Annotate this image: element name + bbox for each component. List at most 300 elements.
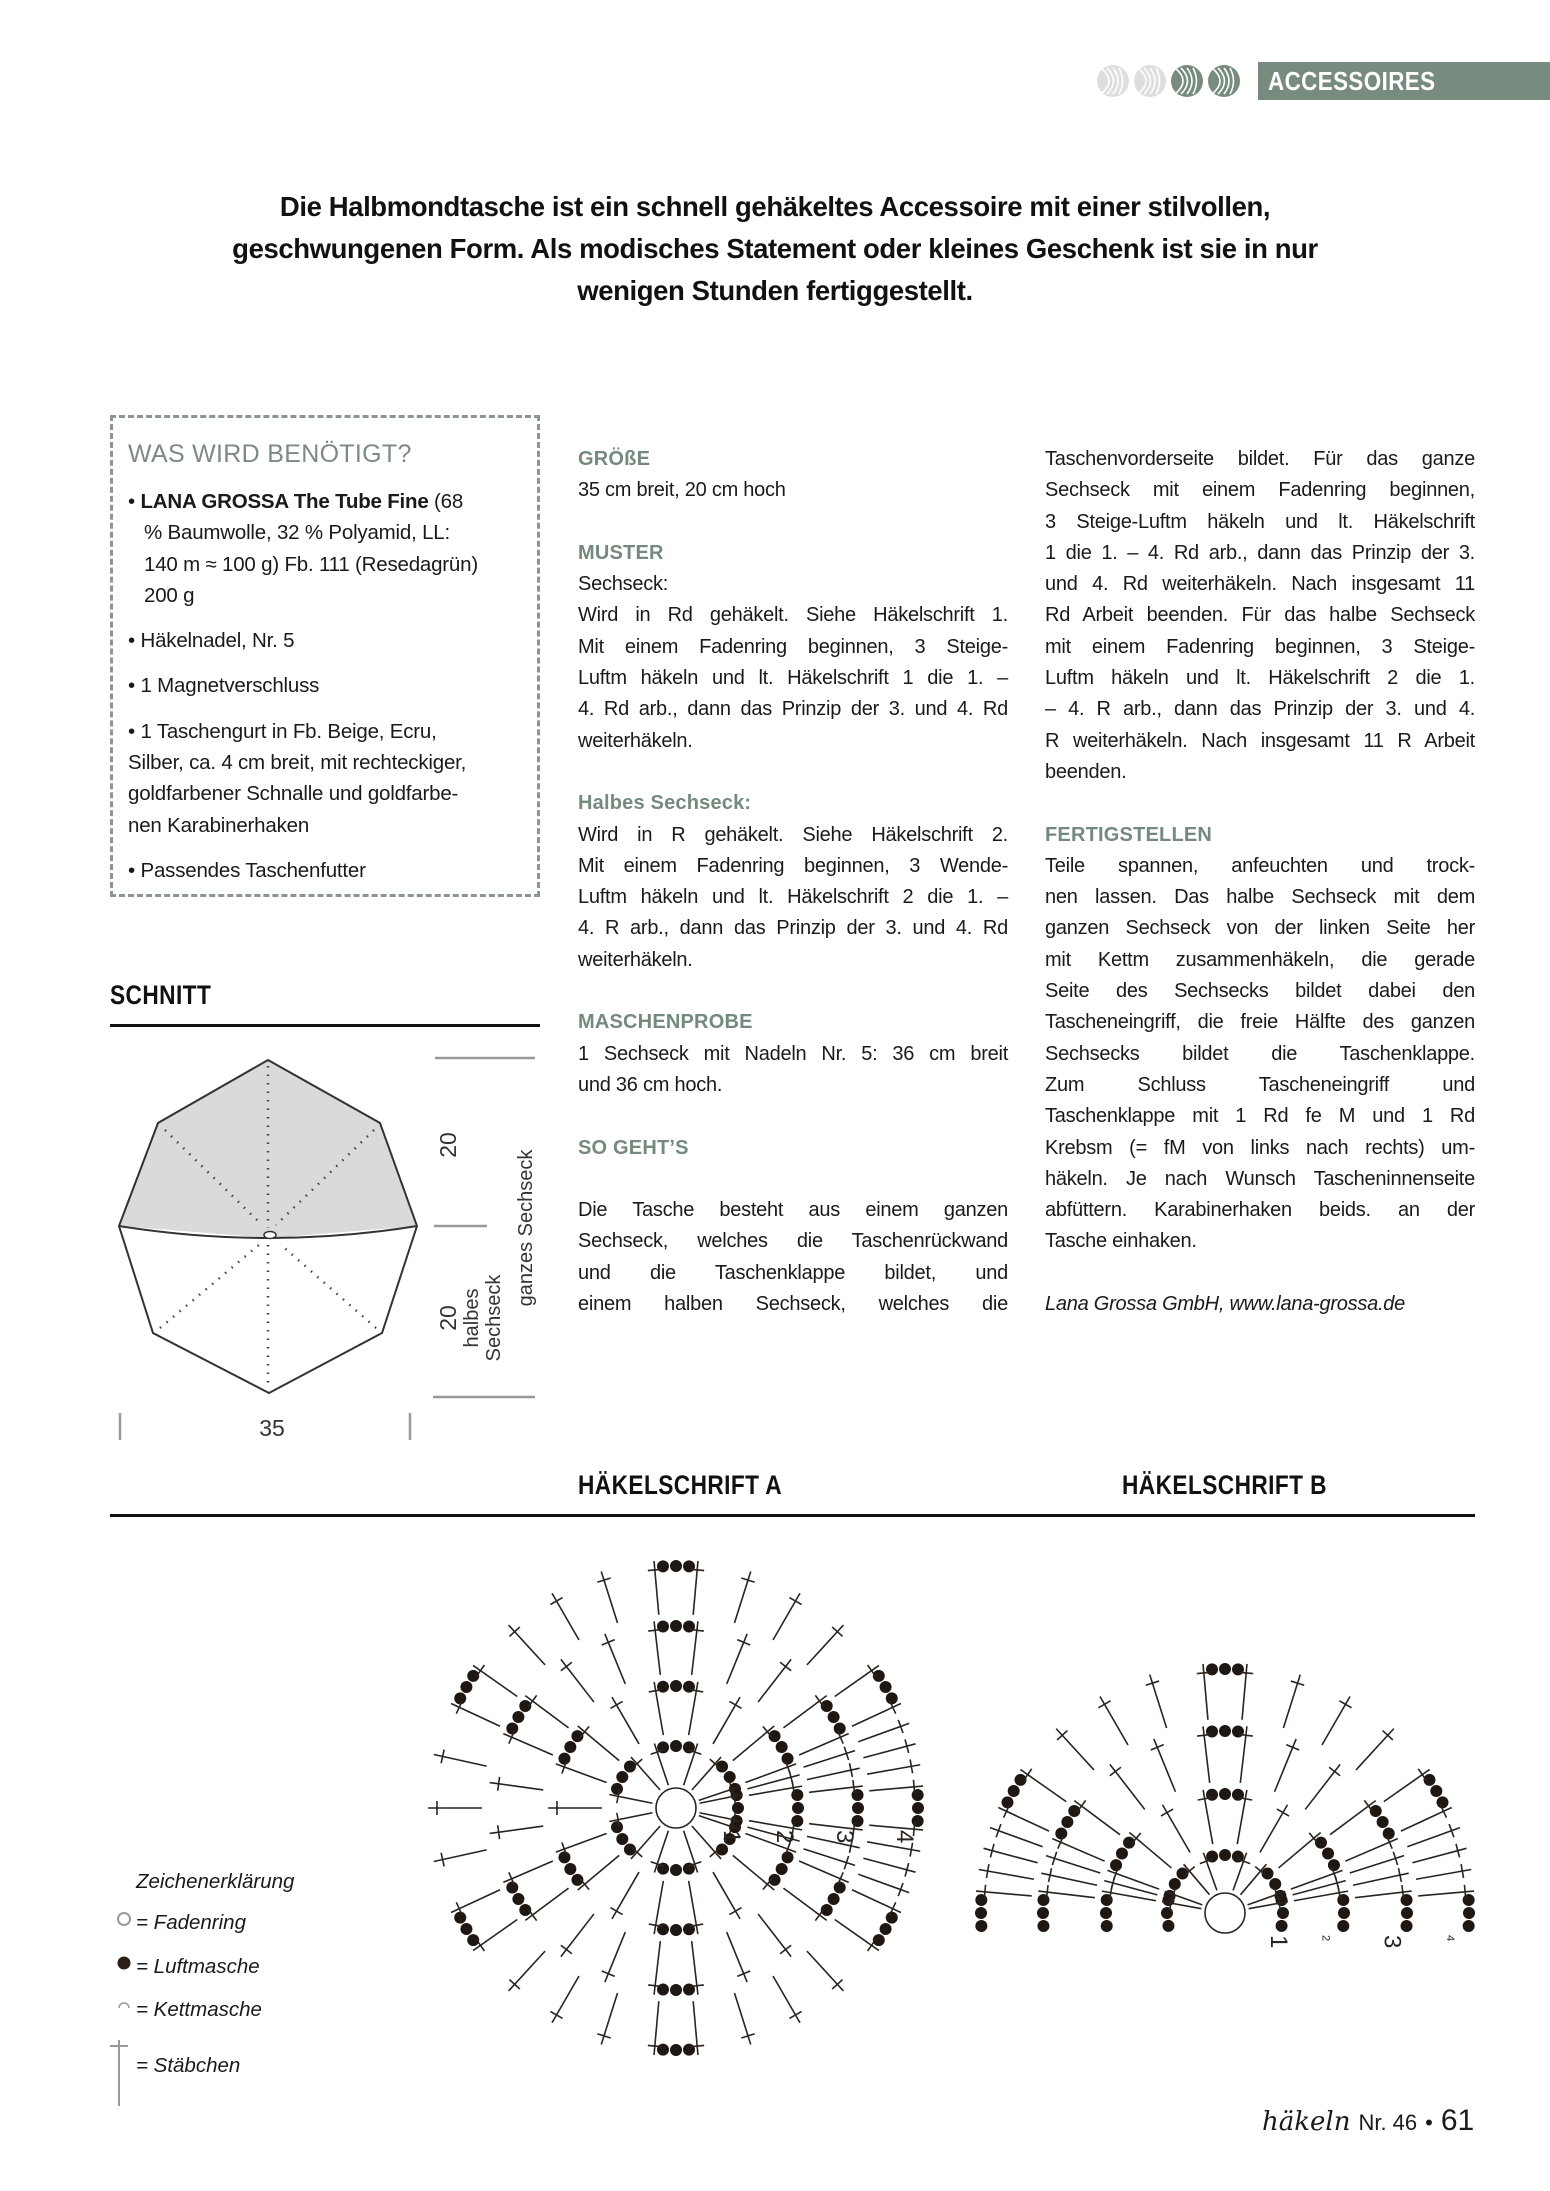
text-line: Krebsm (= fM von links nach rechts) um- <box>1045 1136 1475 1159</box>
text-line: 4. Rd arb., dann das Prinzip der 3. und 4. Rd <box>578 698 1008 721</box>
chain-stitch <box>670 1560 682 1572</box>
issue-number: Nr. 46 <box>1358 2110 1418 2135</box>
treble-stitch <box>649 1881 664 1934</box>
text-section <box>578 1195 1008 1320</box>
chain-stitch <box>1322 1848 1334 1860</box>
treble-stitch <box>773 1593 802 1640</box>
text-line: Seite des Sechsecks bildet dabei den <box>1045 980 1475 1003</box>
treble-stitch <box>578 1726 619 1761</box>
treble-stitch <box>1161 1805 1190 1853</box>
chain-stitch <box>506 1882 518 1894</box>
treble-stitch <box>649 1682 664 1735</box>
treble-stitch <box>1052 1836 1104 1861</box>
text-section <box>1045 820 1475 1258</box>
treble-stitch <box>807 1625 843 1665</box>
materials-text: nen Karabinerhaken <box>128 813 310 837</box>
treble-stitch <box>1198 1790 1213 1844</box>
chain-stitch <box>1162 1920 1174 1932</box>
treble-stitch <box>727 1634 751 1684</box>
treble-stitch <box>979 1864 1034 1879</box>
legend-slip-stitch: = Kettmasche <box>136 1998 262 2021</box>
round-label: 3 <box>1378 1935 1406 1949</box>
charts-rule <box>110 1514 1475 1517</box>
treble-stitch <box>1146 1675 1167 1728</box>
text-line: Teile spannen, anfeuchten und trock- <box>1045 854 1475 877</box>
chain-stitch <box>782 1753 794 1765</box>
text-line: Zum Schluss Tascheneingriff und <box>1045 1073 1475 1096</box>
treble-stitch <box>1038 1885 1095 1899</box>
chain-stitch <box>1055 1827 1067 1839</box>
chain-stitch <box>852 1815 864 1827</box>
treble-stitch <box>561 1659 594 1702</box>
whole-hexagon-label: ganzes Sechseck <box>515 1149 537 1307</box>
text-line: häkeln. Je nach Wunsch Tascheninnenseite <box>1045 1167 1475 1190</box>
treble-stitch <box>692 1826 721 1859</box>
chain-stitch <box>724 1771 736 1783</box>
chain-stitch <box>1328 1859 1340 1871</box>
credit-line <box>1045 1289 1475 1320</box>
text-line: Taschenvorderseite bildet. Für das ganze <box>1045 448 1475 470</box>
treble-stitch <box>434 1850 487 1867</box>
treble-stitch <box>1345 1836 1397 1861</box>
chain-stitch <box>611 1783 623 1795</box>
treble-stitch <box>597 1993 617 2044</box>
treble-stitch <box>689 1881 704 1934</box>
category-label: ACCESSOIRES <box>1268 66 1436 96</box>
treble-stitch <box>863 1739 915 1757</box>
treble-stitch <box>451 1890 500 1915</box>
treble-stitch <box>1416 1864 1471 1879</box>
text-line: Taschenklappe mit 1 Rd fe M und 1 Rd <box>1045 1105 1475 1128</box>
text-line: Die Tasche besteht aus einem ganzen <box>578 1199 1008 1222</box>
treble-stitch <box>1322 1696 1352 1744</box>
footer-separator: • <box>1425 2110 1433 2135</box>
chain-stitch <box>1008 1785 1020 1797</box>
chain-stitch <box>1276 1920 1288 1932</box>
treble-stitch <box>561 1914 594 1957</box>
magazine-name: häkeln <box>1262 2107 1351 2137</box>
treble-stitch <box>434 1750 487 1767</box>
chain-stitch <box>1232 1663 1244 1675</box>
treble-stitch <box>1237 1790 1252 1844</box>
half-hexagon-label: halbes <box>461 1288 483 1348</box>
treble-stitch <box>852 1701 901 1726</box>
text-line: mit Kettm zusammenhäkeln, die gerade <box>1045 948 1475 971</box>
page-number: 61 <box>1440 2104 1475 2137</box>
text-line: Lana Grossa GmbH, www.lana-grossa.de <box>1045 1293 1406 1316</box>
chain-stitch <box>558 1753 570 1765</box>
materials-text: Silber, ca. 4 cm breit, mit rechteckiger, <box>128 751 467 775</box>
treble-stitch <box>451 1701 500 1726</box>
text-line: ganzen Sechseck von der linken Seite her <box>1045 917 1475 940</box>
treble-stitch <box>1129 1833 1171 1868</box>
treble-stitch <box>648 1941 662 1995</box>
legend-treble: = Stäbchen <box>136 2054 241 2077</box>
chain-stitch <box>828 1893 840 1905</box>
chain-stitch <box>1037 1907 1049 1919</box>
chain-stitch <box>776 1863 788 1875</box>
treble-stitch <box>749 1781 802 1796</box>
chain-stitch <box>1337 1920 1349 1932</box>
chain-stitch <box>657 2044 669 2056</box>
text-line: Mit einem Fadenring beginnen, 3 Steige- <box>578 635 1008 658</box>
treble-stitch <box>869 1780 923 1794</box>
chain-stitch <box>512 1711 524 1723</box>
treble-stitch <box>1330 1800 1376 1834</box>
treble-stitch <box>758 1659 791 1702</box>
magic-ring <box>656 1788 696 1828</box>
chain-stitch <box>454 1912 466 1924</box>
spacer <box>1045 788 1475 819</box>
treble-stitch <box>509 1951 545 1991</box>
treble-stitch <box>734 1572 754 1623</box>
legend-chain: = Luftmasche <box>136 1955 260 1978</box>
chain-stitch <box>975 1907 987 1919</box>
text-line: und 36 cm hoch. <box>578 1073 723 1096</box>
treble-stitch <box>648 1621 662 1675</box>
treble-stitch <box>648 1561 662 1615</box>
treble-stitch <box>713 1872 742 1919</box>
chain-stitch <box>1219 1663 1231 1675</box>
text-line: Mit einem Fadenring beginnen, 3 Wende- <box>578 854 1008 877</box>
treble-stitch <box>1412 1844 1466 1863</box>
upper-height-label: 20 <box>435 1132 461 1158</box>
chain-stitch <box>1206 1725 1218 1737</box>
treble-stitch <box>1074 1800 1120 1834</box>
bullet: • <box>128 858 141 882</box>
materials-text: 1 Magnetverschluss <box>140 674 320 698</box>
materials-text: 200 g <box>144 583 195 607</box>
text-line: abfüttern. Karabinerhaken beids. an der <box>1045 1199 1475 1222</box>
spacer <box>578 757 1008 788</box>
treble-stitch <box>1098 1696 1128 1744</box>
spacer <box>1045 1258 1475 1289</box>
treble-stitch <box>758 1914 791 1957</box>
chain-stitch <box>564 1741 576 1753</box>
materials-text: % Baumwolle, 32 % Polyamid, LL: <box>144 521 451 545</box>
text-line: – 4. R arb., dann das Prinzip der 3. und 4. <box>1045 698 1475 721</box>
chain-stitch <box>1383 1827 1395 1839</box>
chain-stitch <box>975 1894 987 1906</box>
treble-icon <box>106 2038 132 2108</box>
text-section <box>578 444 1008 507</box>
magic-ring <box>1205 1893 1245 1933</box>
chain-stitch <box>670 1620 682 1632</box>
treble-stitch <box>690 1621 704 1675</box>
spacer <box>578 507 1008 538</box>
treble-stitch <box>1151 1739 1176 1792</box>
treble-stitch <box>578 1855 619 1890</box>
treble-stitch <box>835 1665 879 1697</box>
treble-stitch <box>809 1780 863 1794</box>
chain-stitch <box>1401 1920 1413 1932</box>
treble-stitch <box>602 1932 626 1982</box>
bullet: • <box>128 490 141 513</box>
text-line: nen lassen. Das halbe Sechseck mit dem <box>1045 886 1475 909</box>
treble-stitch <box>1279 1833 1321 1868</box>
text-line: Tascheneingriff, die freie Hälfte des ganzen <box>1045 1011 1475 1034</box>
chain-stitch <box>880 1681 892 1693</box>
text-line: und die Taschenklappe bildet, und <box>578 1261 1008 1284</box>
ring-marker <box>264 1232 276 1239</box>
crochet-chart-a <box>410 1556 950 2076</box>
round-label: 4 <box>1444 1935 1457 1942</box>
treble-stitch <box>690 1561 704 1615</box>
treble-stitch <box>773 1976 802 2023</box>
treble-stitch <box>807 1763 860 1779</box>
treble-stitch <box>783 1888 826 1921</box>
intro-line: wenigen Stunden fertiggestellt. <box>577 275 973 306</box>
treble-stitch <box>1197 1664 1211 1720</box>
chain-stitch <box>670 1984 682 1996</box>
chain-stitch <box>1437 1796 1449 1808</box>
materials-text: 1 Taschengurt in Fb. Beige, Ecru, <box>140 719 437 743</box>
treble-stitch <box>610 1697 639 1744</box>
spacer <box>578 976 1008 1007</box>
text-line: weiterhäkeln. <box>578 948 693 971</box>
chain-stitch <box>834 1722 846 1734</box>
chain-stitch <box>1219 1849 1231 1861</box>
treble-stitch <box>648 2001 662 2055</box>
treble-stitch <box>1020 1769 1066 1802</box>
round-label: 3 <box>831 1830 858 1844</box>
text-line: 35 cm breit, 20 cm hoch <box>578 479 786 502</box>
treble-stitch <box>1110 1764 1145 1809</box>
treble-stitch <box>783 1695 826 1728</box>
chain-stitch <box>558 1851 570 1863</box>
treble-stitch <box>1260 1805 1289 1853</box>
materials-text: (68 <box>428 490 464 513</box>
treble-stitch <box>1418 1885 1474 1899</box>
treble-stitch <box>610 1872 639 1919</box>
chain-stitch <box>1110 1859 1122 1871</box>
text-line: Sechsecks bildet die Taschenklappe. <box>1045 1042 1475 1065</box>
text-line: weiterhäkeln. <box>578 729 693 752</box>
section-heading: MASCHENPROBE <box>578 1011 753 1034</box>
chart-a-heading: HÄKELSCHRIFT A <box>578 1470 783 1500</box>
legend-ring: = Fadenring <box>136 1911 246 1934</box>
text-line: Sechseck: <box>578 573 669 596</box>
section-heading: GRÖßE <box>578 448 651 470</box>
chain-stitch <box>1037 1920 1049 1932</box>
treble-stitch <box>727 1932 751 1982</box>
treble-stitch <box>733 1726 774 1761</box>
treble-stitch <box>490 1825 544 1839</box>
schnitt-heading: SCHNITT <box>110 980 212 1010</box>
treble-stitch <box>713 1697 742 1744</box>
chain-stitch <box>670 1680 682 1692</box>
chain-stitch <box>1001 1796 1013 1808</box>
text-line: Wird in Rd gehäkelt. Siehe Häkelschrift 1. <box>578 604 1008 627</box>
chain-stitch <box>1401 1907 1413 1919</box>
chain-icon <box>118 1957 131 1970</box>
text-line: einem halben Sechseck, welches die <box>578 1293 1008 1316</box>
treble-stitch <box>548 1801 602 1815</box>
treble-stitch <box>1305 1764 1340 1809</box>
treble-stitch <box>602 1634 626 1684</box>
text-line: beenden. <box>1045 760 1127 783</box>
text-line: Tasche einhaken. <box>1045 1230 1197 1253</box>
chain-stitch <box>460 1923 472 1935</box>
chain-stitch <box>657 1620 669 1632</box>
treble-stitch <box>733 1855 774 1890</box>
treble-stitch <box>1355 1885 1412 1899</box>
chain-stitch <box>564 1863 576 1875</box>
treble-stitch <box>835 1920 879 1952</box>
treble-stitch <box>976 1885 1032 1899</box>
chain-stitch <box>852 1802 864 1814</box>
chain-stitch <box>1219 1725 1231 1737</box>
chain-stitch <box>670 1924 682 1936</box>
section-heading: FERTIGSTELLEN <box>1045 823 1213 846</box>
chain-stitch <box>670 1740 682 1752</box>
chain-stitch <box>506 1722 518 1734</box>
treble-stitch <box>867 1842 920 1857</box>
round-label: 2 <box>771 1830 798 1844</box>
text-line: Luftm häkeln und lt. Häkelschrift 1 die 1. – <box>578 667 1008 690</box>
treble-stitch <box>503 1731 553 1755</box>
text-line: 1 die 1. – 4. Rd arb., dann das Prinzip der 3. <box>1045 541 1475 564</box>
intro-line: Die Halbmondtasche ist ein schnell gehäkeltes Accessoire mit einer stilvollen, <box>279 191 1271 222</box>
treble-stitch <box>690 1941 704 1995</box>
materials-title: WAS WIRD BENÖTIGT? <box>128 440 412 468</box>
chain-stitch <box>1401 1894 1413 1906</box>
treble-stitch <box>550 1593 579 1640</box>
chain-stitch <box>1161 1907 1173 1919</box>
section-heading: SO GEHT’S <box>578 1136 689 1159</box>
treble-stitch <box>428 1801 482 1815</box>
treble-stitch <box>1407 1824 1460 1847</box>
legend-title: Zeichenerklärung <box>136 1870 295 1893</box>
bullet: • <box>128 674 141 698</box>
treble-stitch <box>1184 1864 1210 1895</box>
chain-stitch <box>683 1560 695 1572</box>
chain-stitch <box>1101 1920 1113 1932</box>
chain-stitch <box>912 1802 924 1814</box>
chain-stitch <box>683 2044 695 2056</box>
bullet: • <box>128 719 141 743</box>
text-line: Luftm häkeln und lt. Häkelschrift 2 die 1. – <box>578 886 1008 909</box>
page-footer <box>1262 2104 1474 2144</box>
text-line: 1 Sechseck mit Nadeln Nr. 5: 36 cm breit <box>578 1042 1008 1065</box>
treble-stitch <box>1283 1675 1304 1728</box>
bullet: • <box>128 629 141 653</box>
treble-stitch <box>807 1951 843 1991</box>
treble-stitch <box>1384 1769 1430 1802</box>
intro-line: geschwungenen Form. Als modisches Statement oder kleines Geschenk ist sie in nur <box>232 233 1318 264</box>
treble-stitch <box>1356 1729 1394 1770</box>
ring-icon <box>118 1913 130 1925</box>
chain-stitch <box>683 1620 695 1632</box>
treble-stitch <box>692 1757 721 1790</box>
treble-stitch <box>998 1805 1049 1831</box>
materials-text: goldfarbener Schnalle und goldfarbe- <box>128 782 459 806</box>
text-line: Sechseck mit einem Fadenring beginnen, <box>1045 479 1475 502</box>
treble-stitch <box>550 1976 579 2023</box>
chain-stitch <box>912 1789 924 1801</box>
instructions-column-right <box>1045 444 1475 1320</box>
treble-stitch <box>631 1757 660 1790</box>
chain-stitch <box>1377 1816 1389 1828</box>
treble-stitch <box>1239 1664 1253 1720</box>
chain-stitch <box>776 1741 788 1753</box>
treble-stitch <box>858 1874 909 1896</box>
treble-stitch <box>863 1858 915 1876</box>
chain-stitch <box>454 1692 466 1704</box>
chain-stitch <box>834 1882 846 1894</box>
chain-stitch <box>1338 1907 1350 1919</box>
half-hexagon-label: Sechseck <box>483 1274 505 1362</box>
text-line: Wird in R gehäkelt. Siehe Häkelschrift 2. <box>578 823 1008 846</box>
width-label: 35 <box>259 1415 285 1441</box>
slip-stitch-icon <box>119 2003 129 2008</box>
chain-stitch <box>616 1771 628 1783</box>
chain-stitch <box>657 1560 669 1572</box>
treble-stitch <box>503 1861 553 1885</box>
treble-stitch <box>852 1890 901 1915</box>
materials-text: Passendes Taschenfutter <box>140 858 366 882</box>
chain-stitch <box>512 1893 524 1905</box>
treble-stitch <box>990 1824 1043 1847</box>
chain-stitch <box>670 2044 682 2056</box>
text-section <box>578 1133 1008 1164</box>
chain-stitch <box>852 1789 864 1801</box>
treble-stitch <box>734 1993 754 2044</box>
chain-stitch <box>657 1984 669 1996</box>
chain-stitch <box>670 1864 682 1876</box>
chain-stitch <box>1277 1907 1289 1919</box>
treble-stitch <box>473 1665 517 1697</box>
text-line: und 4. Rd weiterhäkeln. Nach insgesamt 11 <box>1045 573 1475 596</box>
round-label: 1 <box>1265 1935 1292 1949</box>
yarn-name: LANA GROSSA The Tube Fine <box>140 490 429 513</box>
section-heading: MUSTER <box>578 541 664 564</box>
chain-stitch <box>975 1920 987 1932</box>
text-section <box>578 1007 1008 1101</box>
treble-stitch <box>690 2001 704 2055</box>
treble-stitch <box>509 1625 545 1665</box>
chain-stitch <box>880 1923 892 1935</box>
instructions-column-middle <box>578 444 1008 1320</box>
chain-stitch <box>912 1815 924 1827</box>
chain-stitch <box>1463 1894 1475 1906</box>
treble-stitch <box>689 1682 704 1735</box>
treble-stitch <box>1239 1726 1253 1783</box>
text-line: Sechseck, welches die Taschenrückwand <box>578 1230 1008 1253</box>
text-line: Luftm häkeln und lt. Häkelschrift 2 die 1. <box>1045 667 1475 690</box>
spacer <box>578 1101 1008 1132</box>
treble-stitch <box>473 1920 517 1952</box>
treble-stitch <box>1401 1805 1452 1831</box>
chain-stitch <box>616 1833 628 1845</box>
text-line: R weiterhäkeln. Nach insgesamt 11 R Arbeit <box>1045 729 1475 752</box>
treble-stitch <box>1241 1864 1267 1895</box>
text-line: Rd Arbeit beenden. Für das halbe Sechseck <box>1045 604 1475 627</box>
chain-stitch <box>886 1912 898 1924</box>
chain-stitch <box>732 1802 744 1814</box>
materials-text: 140 m ≈ 100 g) Fb. 111 (Resedagrün) <box>144 552 478 576</box>
treble-stitch <box>858 1720 909 1742</box>
treble-stitch <box>490 1777 544 1791</box>
chain-stitch <box>1232 1725 1244 1737</box>
treble-stitch <box>1275 1739 1300 1792</box>
round-label: 2 <box>1319 1935 1332 1942</box>
treble-stitch <box>597 1572 617 1623</box>
treble-stitch <box>1353 1868 1409 1885</box>
text-line: 4. R arb., dann das Prinzip der 3. und 4. Rd <box>578 917 1008 940</box>
text-section <box>578 788 1008 976</box>
treble-stitch <box>1041 1868 1097 1885</box>
